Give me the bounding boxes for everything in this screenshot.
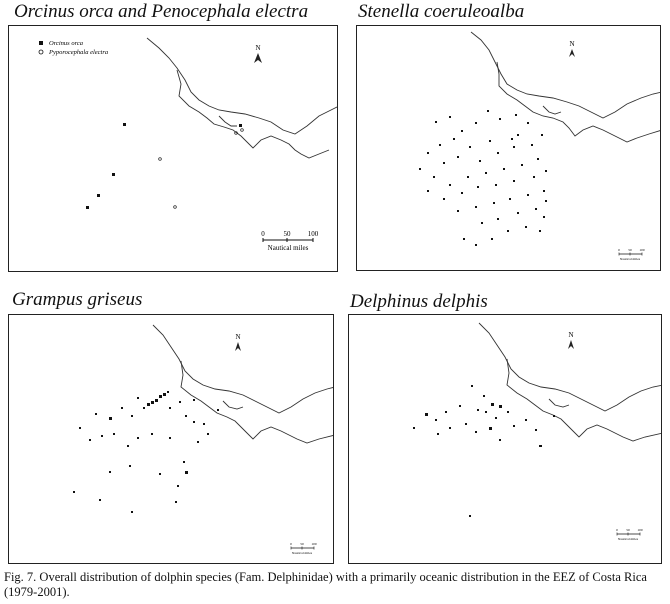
svg-text:N: N <box>568 331 574 339</box>
svg-text:Nautical miles: Nautical miles <box>267 244 309 252</box>
svg-text:50: 50 <box>628 248 632 252</box>
coastline <box>153 325 334 443</box>
legend-square-marker <box>39 41 43 45</box>
svg-text:100: 100 <box>307 230 319 238</box>
coastline <box>147 38 338 158</box>
map-legend <box>39 40 108 56</box>
svg-text:N: N <box>255 44 261 52</box>
sighting-points <box>419 110 547 246</box>
svg-text:N: N <box>235 333 241 341</box>
scale-bar <box>616 528 643 541</box>
north-arrow <box>568 331 574 349</box>
svg-text:Nautical miles: Nautical miles <box>619 257 641 261</box>
scale-bar <box>618 248 645 261</box>
svg-text:100: 100 <box>637 528 643 532</box>
map-panel-orca-electra <box>8 25 338 272</box>
svg-text:0: 0 <box>618 248 620 252</box>
svg-text:50: 50 <box>300 542 304 546</box>
panel-title-grampus: Grampus griseus <box>12 289 143 310</box>
svg-text:100: 100 <box>311 542 317 546</box>
coastline <box>471 32 661 142</box>
map-panel-grampus <box>8 314 334 564</box>
north-arrow <box>254 44 262 63</box>
north-arrow <box>235 333 241 351</box>
legend-circle-marker <box>39 50 43 54</box>
svg-text:0: 0 <box>290 542 292 546</box>
sighting-points <box>73 391 219 513</box>
panel-title-stenella: Stenella coeruleoalba <box>358 1 525 22</box>
svg-text:Nautical miles: Nautical miles <box>291 551 313 555</box>
figure-caption: Fig. 7. Overall distribution of dolphin species (Fam. Delphinidae) with a primarily oceanic distribution in the EEZ of Costa Rica (1979-2001). <box>4 570 647 599</box>
svg-text:Pyporocephala electra: Pyporocephala electra <box>49 49 109 56</box>
panel-title-delphinus: Delphinus delphis <box>350 291 488 312</box>
sighting-points <box>413 385 555 517</box>
svg-text:0: 0 <box>616 528 618 532</box>
coastline <box>479 323 662 441</box>
map-panel-stenella <box>356 25 661 271</box>
svg-text:Nautical miles: Nautical miles <box>617 537 639 541</box>
scale-bar <box>261 230 319 252</box>
scale-bar <box>290 542 317 555</box>
svg-text:50: 50 <box>626 528 630 532</box>
svg-text:N: N <box>569 40 575 48</box>
north-arrow <box>569 40 575 57</box>
svg-text:Orcinus orca: Orcinus orca <box>49 40 84 47</box>
map-panel-delphinus <box>348 314 662 564</box>
sighting-points <box>86 123 243 209</box>
panel-title-orca-electra: Orcinus orca and Penocephala electra <box>14 1 309 22</box>
svg-text:0: 0 <box>261 230 265 238</box>
svg-text:100: 100 <box>639 248 645 252</box>
svg-text:50: 50 <box>283 230 291 238</box>
